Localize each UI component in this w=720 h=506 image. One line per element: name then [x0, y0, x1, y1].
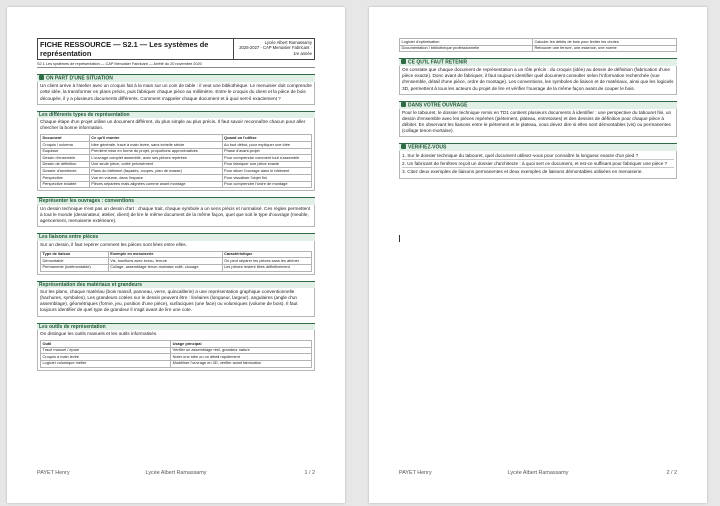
table-row — [41, 142, 312, 149]
table-cell: Pour situer l'ouvrage dans le bâtiment — [222, 168, 311, 175]
table-cell: Retrouver une ferrure, une essence, une norme — [532, 45, 676, 52]
table-cell: Vue en volume, dans l'espace — [89, 175, 222, 182]
table-row — [400, 45, 677, 52]
section-title-materiaux — [37, 281, 315, 289]
liaisons-table — [40, 251, 312, 272]
section-types — [37, 118, 315, 191]
section-situation — [37, 82, 315, 104]
table-cell: Démontable — [41, 258, 109, 265]
table-cell: Permanente (indémontable) — [41, 264, 109, 271]
section-outils — [37, 330, 315, 370]
table-cell: Idée générale, tracé à main levée, sans échelle stricte — [89, 142, 222, 149]
table-row — [41, 347, 312, 354]
table-cell: Vérifier un assemblage réel, grandeur nature — [171, 347, 312, 354]
footer-author: PAYET Henry — [399, 470, 432, 476]
table-cell: Logiciel volumique métier — [41, 360, 171, 367]
table-cell: Esquisse — [41, 148, 90, 155]
table-cell: Vis, tourillons avec écrou, ferrure — [108, 258, 222, 265]
table-row — [41, 354, 312, 361]
table-cell: Première mise en forme du projet, proportions approximatives — [89, 148, 222, 155]
table-header-cell: Outil — [41, 341, 171, 348]
outils-text: On distingue les outils manuels et les outils informatisés. — [40, 331, 158, 337]
question-item: 1. Sur le dossier technique du tabouret, quel document utilisez-vous pour connaître la longueur exacte d'un pied ? — [402, 152, 674, 160]
section-title-text: DANS VOTRE OUVRAGE — [408, 102, 468, 109]
page-footer — [37, 470, 315, 476]
table-row — [41, 264, 312, 271]
section-title-text: VÉRIFIEZ-VOUS — [408, 144, 447, 151]
section-ouvrage — [399, 109, 677, 137]
question-item: 2. Un fabricant de fenêtres reçoit un dossier d'architecte : à quoi sert ce document, et est-ce suffisant pour fabriquer une pièce ? — [402, 160, 674, 168]
page-2-content — [399, 38, 677, 179]
table-row — [400, 39, 677, 46]
section-title-liaisons — [37, 233, 315, 241]
section-title-text: Les différents types de représentation — [39, 111, 130, 118]
check-icon — [401, 144, 406, 149]
section-title-retenir — [399, 58, 677, 66]
liaisons-text: Sur un dessin, il faut repérer comment les pièces sont liées entre elles. — [40, 241, 187, 247]
footer-page-number: 1 / 2 — [304, 470, 316, 476]
table-cell: Perspective éclatée — [41, 181, 90, 188]
table-cell: Les pièces restent liées définitivement — [222, 264, 311, 271]
section-title-text: ON PART D'UNE SITUATION — [46, 75, 113, 82]
table-cell: Croquis / schéma — [41, 142, 90, 149]
outils-table-continued — [399, 38, 677, 52]
table-row — [41, 148, 312, 155]
table-header-cell: Exemple en menuiserie — [108, 251, 222, 258]
page-footer — [399, 470, 677, 476]
header-year: 2026-2027 · CAP Menuisier Fabricant · 1re année — [239, 45, 312, 56]
tag-icon — [401, 59, 406, 64]
header-school: Lycée Albert Ramassamy — [264, 40, 312, 45]
table-header-cell: Type de liaison — [41, 251, 109, 258]
section-materiaux — [37, 288, 315, 316]
footer-school: Lycée Albert Ramassamy — [145, 470, 207, 476]
section-title-text: Représentation des matériaux et grandeurs — [39, 281, 143, 288]
page-1-content — [37, 38, 315, 371]
document-subline: S2.1 Les systèmes de représentation — CAP Menuisier Fabricant — Arrêté du 20 novembre 2020 — [37, 62, 315, 68]
table-header-row — [41, 135, 312, 142]
footer-page-number: 2 / 2 — [666, 470, 678, 476]
conventions-text: Un dessin technique n'est pas un dessin d'art : chaque trait, chaque symbole a un sens précis et normalisé. Ces règles permettent à tout le monde (dessinateur, atelier, client) de lire le même document de la même façon, quel que soit le type d'ouvrage (meuble, agencement, menuiserie extérieure). — [40, 205, 311, 223]
table-header-cell: Quand on l'utilise — [222, 135, 311, 142]
table-cell: Pour fabriquer une pièce exacte — [222, 161, 311, 168]
header-meta — [234, 39, 314, 59]
table-cell: Une seule pièce, cotée précisément — [89, 161, 222, 168]
table-row — [41, 155, 312, 162]
section-title-outils — [37, 323, 315, 331]
table-row — [41, 168, 312, 175]
section-conventions — [37, 205, 315, 227]
table-cell: Tracé manuel / épure — [41, 347, 171, 354]
table-cell: Phase d'avant-projet — [222, 148, 311, 155]
table-cell: Documentation / bibliothèque professionnelle — [400, 45, 533, 52]
document-page-1 — [7, 7, 345, 503]
table-cell: Modéliser l'ouvrage en 3D, vérifier avant fabrication — [171, 360, 312, 367]
table-row — [41, 175, 312, 182]
document-page-2 — [369, 7, 707, 503]
section-title-ouvrage — [399, 101, 677, 109]
table-row — [41, 258, 312, 265]
table-header-cell: Ce qu'il montre — [89, 135, 222, 142]
table-cell: Noter une idée ou un détail rapidement — [171, 354, 312, 361]
text-cursor[interactable] — [399, 235, 400, 242]
table-cell: L'ouvrage complet assemblé, avec ses pièces repérées — [89, 155, 222, 162]
section-title-situation — [37, 74, 315, 82]
footer-school: Lycée Albert Ramassamy — [507, 470, 569, 476]
section-liaisons — [37, 241, 315, 275]
table-cell: Perspective — [41, 175, 90, 182]
table-cell: Au tout début, pour expliquer une idée — [222, 142, 311, 149]
table-cell: On peut séparer les pièces sans les abîmer — [222, 258, 311, 265]
table-row — [41, 161, 312, 168]
document-title: FICHE RESSOURCE — S2.1 — Les systèmes de représentation — [38, 39, 234, 59]
table-cell: Dossier d'architecte — [41, 168, 90, 175]
table-cell: Plans du bâtiment (façades, coupes, plan de masse) — [89, 168, 222, 175]
table-cell: Logiciel d'optimisation — [400, 39, 533, 46]
types-table — [40, 134, 312, 188]
footer-author: PAYET Henry — [37, 470, 70, 476]
section-title-verifiez — [399, 143, 677, 151]
home-icon — [39, 75, 44, 80]
situation-text: Un client arrive à l'atelier avec un croquis fait à la main sur un coin de table : il veut une bibliothèque. Le menuisier doit comprendre cette idée, la transformer en plans précis, puis fabriquer chaque pièce au millimètre. Entre le croquis du client et la pièce de bois découpée, il y a plusieurs documents différents. Comment s'appeler chaque document et à quoi sert-il exactement ? — [40, 83, 312, 101]
table-cell: Collage, assemblage tenon-mortaise collé, clouage — [108, 264, 222, 271]
hammer-icon — [401, 102, 406, 107]
section-title-text: Représenter les ouvrages : conventions — [39, 198, 135, 205]
table-cell: Croquis à main levée — [41, 354, 171, 361]
section-retenir — [399, 66, 677, 94]
table-cell: Pour visualiser l'objet fini — [222, 175, 311, 182]
table-header-cell: Usage principal — [171, 341, 312, 348]
section-verifiez — [399, 151, 677, 178]
table-header-row — [41, 341, 312, 348]
section-title-types — [37, 111, 315, 119]
table-cell: Dessin d'ensemble — [41, 155, 90, 162]
retenir-text: On constate que chaque document de représentation a un rôle précis : du croquis (idée) au dessin de définition (fabrication d'une pièce exacte). Donc avant de fabriquer, il faut toujours identifier quel document consulter selon l'information recherchée (vue d'ensemble, détail d'une pièce, ordre de montage). Les conventions, les symboles de liaison et de matériaux, ainsi que les logiciels 3D, permettent à tous les acteurs du projet de lire et vérifier l'ouvrage de la même façon avant de couper le bois. — [402, 67, 674, 91]
table-cell: Pièces séparées mais alignées comme avant montage — [89, 181, 222, 188]
table-cell: Calculer les débits de bois pour limiter les chutes — [532, 39, 676, 46]
section-title-text: Les liaisons entre pièces — [39, 234, 99, 241]
outils-table — [40, 340, 312, 367]
table-cell: Dessin de définition — [41, 161, 90, 168]
table-header-cell: Caractéristique — [222, 251, 311, 258]
table-header-row — [41, 251, 312, 258]
table-row — [41, 181, 312, 188]
table-cell: Pour comprendre comment tout s'assemble — [222, 155, 311, 162]
table-row — [41, 360, 312, 367]
ouvrage-text: Pour le tabouret, le dossier technique remis en TD1 contient plusieurs documents à identifier : une perspective du tabouret fini, un dessin d'ensemble avec les pièces repérées (piètement, plateau, entretoises) et des dessins de définition pour chaque pièce à débiter. En observant les liaisons entre le piètement et le plateau, vous devez dire si elles sont démontables (vis) ou permanentes (collage tenon-mortaise). — [402, 109, 672, 134]
header-box — [37, 38, 315, 60]
section-title-text: CE QU'IL FAUT RETENIR — [408, 59, 468, 66]
table-header-cell: Document — [41, 135, 90, 142]
types-text: Chaque étape d'un projet utilise un document différent, du plus simple au plus précis. Il faut savoir reconnaître chacun pour aller chercher la bonne information. — [40, 119, 306, 131]
materiaux-text: Sur les plans, chaque matériau (bois massif, panneau, verre, quincaillerie) a une représentation graphique conventionnelle (hachures, symboles). Les grandeurs cotées sur le dessin peuvent être : linéaires (longueur, largeur), angulaires (angle d'un assemblage), géométriques (forme, jeu, position d'une pièce), surfaciques (une face) ou volumiques (volume de bois). Il faut toujours identifier de quel type de grandeur il s'agit avant de lire une cote. — [40, 289, 298, 313]
table-cell: Pour comprendre l'ordre de montage — [222, 181, 311, 188]
section-title-conventions — [37, 197, 315, 205]
question-item: 3. Citez deux exemples de liaisons permanentes et deux exemples de liaisons démontables utilisées en menuiserie. — [402, 168, 643, 174]
section-title-text: Les outils de représentation — [39, 323, 106, 330]
